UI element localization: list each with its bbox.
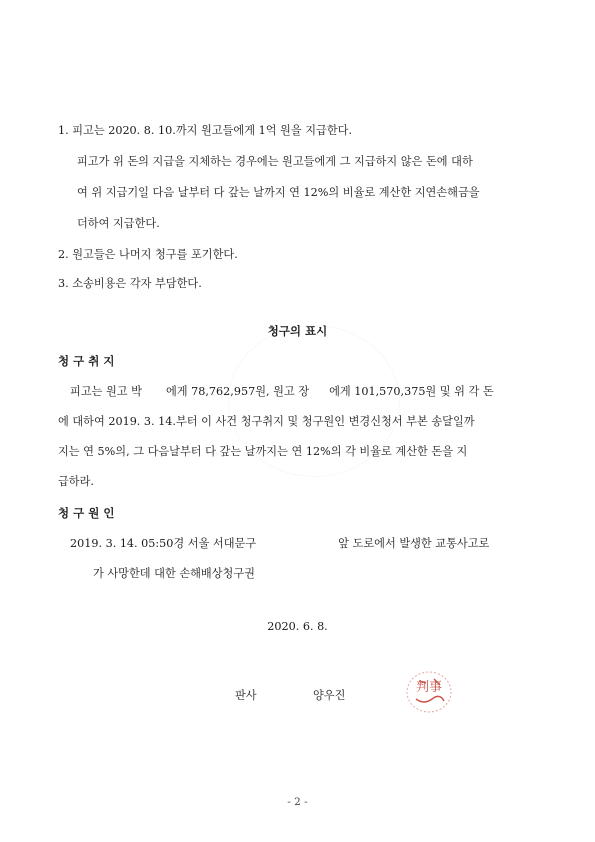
judgment-item-1: 1. 피고는 2020. 8. 10.까지 원고들에게 1억 원을 지급한다. bbox=[58, 124, 353, 137]
claim-purpose-line: 지는 연 5%의, 그 다음날부터 다 갚는 날까지는 연 12%의 각 비율로 계산한 돈을 지 bbox=[58, 445, 468, 458]
judge-name: 양우진 bbox=[313, 689, 346, 702]
claim-cause-text: 2019. 3. 14. 05:50경 서울 서대문구 bbox=[70, 537, 257, 550]
claim-purpose-text: 에게 101,570,375원 및 위 각 돈 bbox=[329, 385, 494, 398]
claim-purpose-heading: 청 구 취 지 bbox=[58, 354, 115, 368]
claim-purpose-line: 에 대하여 2019. 3. 14.부터 이 사건 청구취지 및 청구원인 변경신청서 부본 송달일까 bbox=[58, 415, 475, 428]
claim-title: 청구의 표시 bbox=[267, 324, 328, 338]
claim-cause-heading: 청 구 원 인 bbox=[58, 506, 115, 520]
page-number: - 2 - bbox=[287, 796, 308, 808]
judge-title: 판사 bbox=[235, 689, 257, 702]
judgment-item-1-continuation: 더하여 지급한다. bbox=[77, 217, 160, 230]
claim-cause-line: 가 사망한데 대한 손해배상청구권 bbox=[93, 567, 255, 580]
claim-purpose-text: 피고는 원고 박 bbox=[70, 385, 142, 398]
judgment-item-1-continuation: 피고가 위 돈의 지급을 지체하는 경우에는 원고들에게 그 지급하지 않은 돈에 대하 bbox=[77, 155, 473, 168]
judgment-date: 2020. 6. 8. bbox=[267, 620, 328, 633]
judge-seal-icon bbox=[404, 669, 454, 715]
judgment-item-2: 2. 원고들은 나머지 청구를 포기한다. bbox=[58, 248, 238, 261]
svg-text:判事: 判事 bbox=[415, 680, 443, 695]
claim-purpose-line bbox=[70, 385, 494, 399]
claim-purpose-line: 급하라. bbox=[58, 475, 94, 488]
judgment-item-3: 3. 소송비용은 각자 부담한다. bbox=[58, 277, 202, 290]
claim-cause-text: 앞 도로에서 발생한 교통사고로 bbox=[338, 537, 490, 550]
claim-purpose-text: 에게 78,762,957원, 원고 장 bbox=[165, 385, 310, 398]
claim-cause-line bbox=[70, 537, 489, 551]
judgment-item-1-continuation: 여 위 지급기일 다음 날부터 다 갚는 날까지 연 12%의 비율로 계산한 지연손해금을 bbox=[77, 186, 480, 199]
